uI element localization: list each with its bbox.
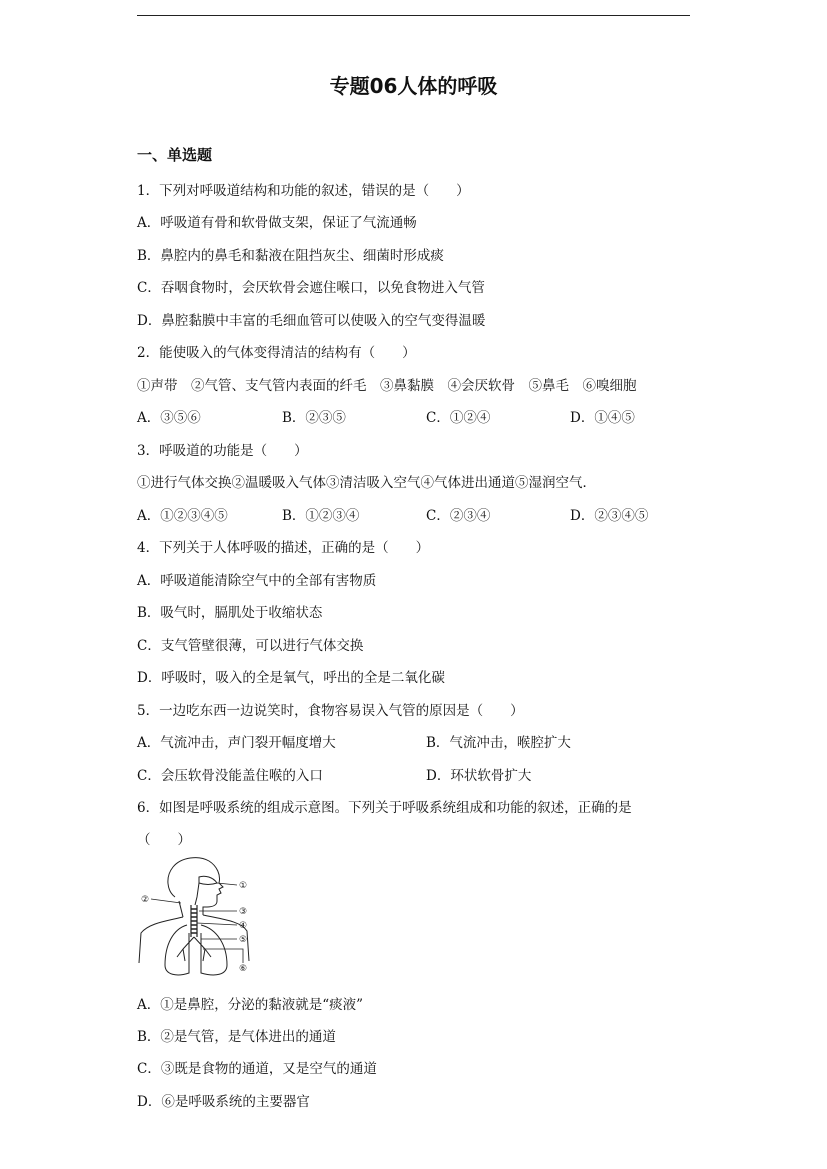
question-1-option-b: B．鼻腔内的鼻毛和黏液在阻挡灰尘、细菌时形成痰 — [137, 248, 444, 264]
question-3-option-d: D．②③④⑤ — [570, 508, 649, 524]
figure-label-6: ⑥ — [239, 964, 248, 974]
question-6-option-d: D．⑥是呼吸系统的主要器官 — [137, 1094, 310, 1110]
header-rule — [137, 15, 690, 16]
question-6-stem-paren: （ ） — [137, 832, 191, 848]
figure-label-2: ② — [141, 895, 150, 905]
question-2-option-c: C．①②④ — [426, 410, 491, 426]
question-3-option-c: C．②③④ — [426, 508, 491, 524]
figure-label-1: ① — [239, 881, 248, 891]
figure-label-5: ⑤ — [239, 935, 248, 945]
question-3-option-b: B．①②③④ — [282, 508, 360, 524]
question-5-option-d: D．环状软骨扩大 — [426, 768, 532, 784]
question-5-option-b: B．气流冲击，喉腔扩大 — [426, 735, 571, 751]
figure-label-3: ③ — [239, 907, 248, 917]
question-4-option-c: C．支气管壁很薄，可以进行气体交换 — [137, 638, 364, 654]
question-2-stem: 2．能使吸入的气体变得清洁的结构有（ ） — [137, 345, 416, 361]
trachea-rings — [191, 909, 197, 933]
question-5-option-c: C．会压软骨没能盖住喉的入口 — [137, 768, 323, 784]
question-2-option-d: D．①④⑤ — [570, 410, 635, 426]
question-3-stem: 3．呼吸道的功能是（ ） — [137, 443, 308, 459]
question-4-stem: 4．下列关于人体呼吸的描述，正确的是（ ） — [137, 540, 430, 556]
question-1-option-d: D．鼻腔黏膜中丰富的毛细血管可以使吸入的空气变得温暖 — [137, 313, 486, 329]
head-outline — [168, 858, 223, 915]
question-2-option-a: A．③⑤⑥ — [137, 410, 201, 426]
question-1-option-c: C．吞咽食物时，会厌软骨会遮住喉口，以免食物进入气管 — [137, 280, 485, 296]
question-1-stem: 1．下列对呼吸道结构和功能的叙述，错误的是（ ） — [137, 183, 470, 199]
question-4-option-d: D．呼吸时，吸入的全是氧气，呼出的全是二氧化碳 — [137, 670, 445, 686]
left-lung — [165, 925, 189, 975]
question-5-option-a: A．气流冲击，声门裂开幅度增大 — [137, 735, 336, 751]
question-5-stem: 5．一边吃东西一边说笑时，食物容易误入气管的原因是（ ） — [137, 703, 524, 719]
question-2-option-b: B．②③⑤ — [282, 410, 346, 426]
pharynx — [195, 883, 199, 905]
question-6-option-b: B．②是气管，是气体进出的通道 — [137, 1029, 336, 1045]
question-3-items: ①进行气体交换②温暖吸入气体③清洁吸入空气④气体进出通道⑤湿润空气． — [137, 475, 596, 491]
question-4-option-b: B．吸气时，膈肌处于收缩状态 — [137, 605, 323, 621]
page-title: 专题06人体的呼吸 — [329, 74, 498, 98]
question-6-option-c: C．③既是食物的通道，又是空气的通道 — [137, 1061, 377, 1077]
question-1-option-a: A．呼吸道有骨和软骨做支架，保证了气流通畅 — [137, 215, 417, 231]
nasal-cavity — [199, 876, 217, 884]
question-6-stem: 6．如图是呼吸系统的组成示意图。下列关于呼吸系统组成和功能的叙述，正确的是 — [137, 800, 632, 816]
question-6-option-a: A．①是鼻腔，分泌的黏液就是“痰液” — [137, 997, 364, 1013]
respiratory-system-diagram — [137, 853, 267, 983]
section-heading: 一、单选题 — [137, 146, 213, 164]
question-2-items: ①声带 ②气管、支气管内表面的纤毛 ③鼻黏膜 ④会厌软骨 ⑤鼻毛 ⑥嗅细胞 — [137, 378, 637, 394]
figure-label-4: ④ — [239, 921, 248, 931]
neck-outline — [179, 901, 183, 917]
question-3-option-a: A．①②③④⑤ — [137, 508, 228, 524]
question-4-option-a: A．呼吸道能清除空气中的全部有害物质 — [137, 573, 377, 589]
